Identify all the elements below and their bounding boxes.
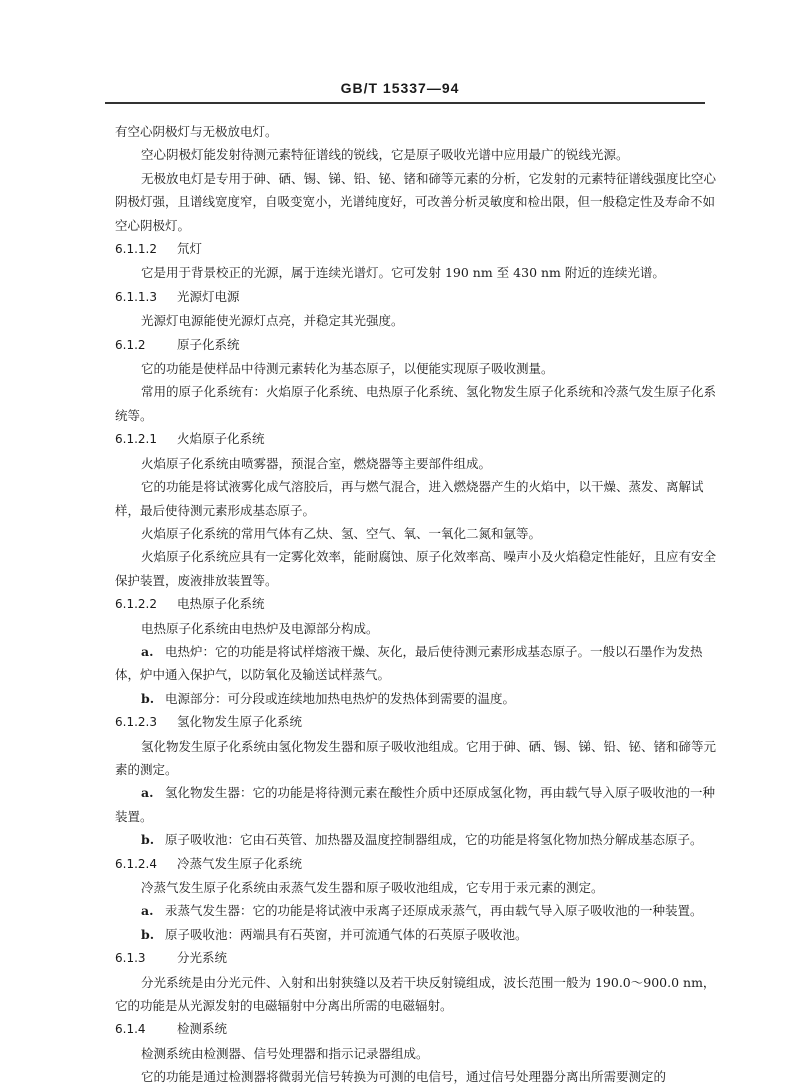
list-item [115, 640, 727, 687]
list-item-text: 电源部分：可分段或连续地加热电热炉的发热体到需要的温度。 [165, 690, 516, 706]
list-marker: a. [141, 785, 154, 801]
list-marker: a. [141, 903, 154, 919]
section-heading [115, 1017, 727, 1041]
list-marker: a. [141, 643, 154, 659]
section-title: 检测系统 [177, 1021, 228, 1037]
section-heading [115, 852, 727, 876]
paragraph: 它是用于背景校正的光源，属于连续光谱灯。它可发射 190 nm 至 430 nm 附近的连续光谱。 [141, 265, 665, 281]
section-number: 6.1.3 [115, 951, 146, 966]
section-title: 光源灯电源 [177, 288, 240, 304]
list-item [115, 923, 727, 946]
section-heading [115, 333, 727, 357]
section-number: 6.1.1.3 [115, 289, 157, 304]
paragraph: 火焰原子化系统的常用气体有乙炔、氢、空气、氧、一氧化二氮和氩等。 [141, 525, 542, 541]
list-item-text: 电热炉：它的功能是将试样熔液干燥、灰化，最后使待测元素形成基态原子。一般以石墨作为发热体，炉中通入保护气，以防氧化及输送试样蒸气。 [115, 643, 703, 683]
list-marker: b. [141, 690, 155, 706]
list-item [115, 781, 727, 828]
section-heading [115, 946, 727, 970]
section-number: 6.1.1.2 [115, 242, 157, 257]
section-heading [115, 710, 727, 734]
list-item-text: 汞蒸气发生器：它的功能是将试液中汞离子还原成汞蒸气，再由载气导入原子吸收池的一种装置。 [165, 903, 703, 919]
paragraph: 它的功能是通过检测器将微弱光信号转换为可测的电信号，通过信号处理器分离出所需要测定的 [141, 1069, 667, 1085]
paragraph: 它的功能是将试液雾化成气溶胶后，再与燃气混合，进入燃烧器产生的火焰中，以干燥、蒸发、离解试样，最后使待测元素形成基态原子。 [115, 479, 704, 518]
section-title: 分光系统 [177, 950, 228, 966]
paragraph: 冷蒸气发生原子化系统由汞蒸气发生器和原子吸收池组成，它专用于汞元素的测定。 [141, 880, 604, 895]
paragraph: 有空心阴极灯与无极放电灯。 [115, 124, 278, 139]
document-body [115, 120, 727, 1089]
paragraph: 光源灯电源能使光源灯点亮，并稳定其光强度。 [141, 313, 404, 329]
paragraph: 电热原子化系统由电热炉及电源部分构成。 [141, 620, 379, 636]
paragraph: 分光系统是由分光元件、入射和出射狭缝以及若干块反射镜组成，波长范围一般为 190.0～900.0 nm，它的功能是从光源发射的电磁辐射中分离出所需的电磁辐射。 [115, 974, 716, 1014]
header-rule [105, 102, 705, 104]
section-title: 火焰原子化系统 [177, 431, 265, 447]
section-number: 6.1.4 [115, 1022, 146, 1037]
list-item [115, 899, 727, 922]
paragraph: 无极放电灯是专用于砷、硒、锡、锑、铅、铋、锗和碲等元素的分析，它发射的元素特征谱线强度比空心阴极灯强，且谱线宽度窄，自吸变宽小，光谱纯度好，可改善分析灵敏度和检出限，但一般稳定性及寿命不如空心阴极灯。 [115, 170, 717, 233]
paragraph: 它的功能是使样品中待测元素转化为基态原子，以便能实现原子吸收测量。 [141, 361, 554, 377]
paragraph: 检测系统由检测器、信号处理器和指示记录器组成。 [141, 1045, 429, 1061]
standard-code-header: GB/T 15337—94 [340, 80, 460, 96]
paragraph: 氢化物发生原子化系统由氢化物发生器和原子吸收池组成。它用于砷、硒、锡、锑、铅、铋、锗和碲等元素的测定。 [115, 738, 717, 777]
paragraph: 空心阴极灯能发射待测元素特征谱线的锐线，它是原子吸收光谱中应用最广的锐线光源。 [141, 147, 629, 163]
section-number: 6.1.2.1 [115, 432, 157, 447]
section-number: 6.1.2.2 [115, 597, 157, 612]
list-marker: b. [141, 832, 155, 848]
section-number: 6.1.2.4 [115, 856, 157, 871]
section-heading [115, 237, 727, 261]
paragraph: 火焰原子化系统由喷雾器，预混合室，燃烧器等主要部件组成。 [141, 455, 492, 471]
section-number: 6.1.2 [115, 337, 146, 352]
list-item [115, 687, 727, 710]
section-title: 氢化物发生原子化系统 [177, 714, 303, 730]
list-marker: b. [141, 926, 155, 942]
section-number: 6.1.2.3 [115, 715, 157, 730]
section-title: 冷蒸气发生原子化系统 [177, 855, 303, 871]
section-heading [115, 285, 727, 309]
list-item-text: 原子吸收池：它由石英管、加热器及温度控制器组成，它的功能是将氢化物加热分解成基态原子。 [165, 832, 703, 848]
section-title: 原子化系统 [177, 336, 240, 352]
section-title: 氘灯 [177, 241, 203, 257]
paragraph: 火焰原子化系统应具有一定雾化效率，能耐腐蚀、原子化效率高、噪声小及火焰稳定性能好，且应有安全保护装置，废液排放装置等。 [115, 549, 717, 588]
list-item-text: 原子吸收池：两端具有石英窗，并可流通气体的石英原子吸收池。 [165, 926, 528, 942]
section-title: 电热原子化系统 [177, 596, 265, 612]
section-heading [115, 592, 727, 616]
list-item-text: 氢化物发生器：它的功能是将待测元素在酸性介质中还原成氢化物，再由载气导入原子吸收池的一种装置。 [115, 785, 716, 824]
paragraph: 常用的原子化系统有：火焰原子化系统、电热原子化系统、氢化物发生原子化系统和冷蒸气发生原子化系统等。 [115, 384, 717, 423]
list-item [115, 828, 727, 851]
section-heading [115, 427, 727, 451]
